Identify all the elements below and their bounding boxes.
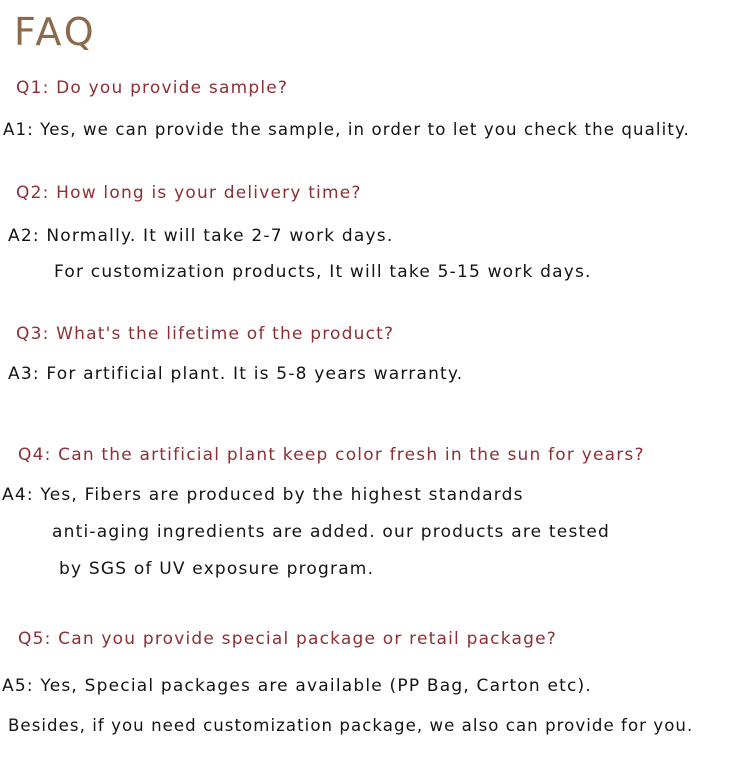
answer-3: A3: For artificial plant. It is 5-8 years warranty. [8, 364, 464, 384]
answer-4-line-1: A4: Yes, Fibers are produced by the highest standards [2, 485, 524, 505]
answer-4-line-2: anti-aging ingredients are added. our products are tested [52, 522, 611, 542]
question-1: Q1: Do you provide sample? [16, 78, 289, 98]
answer-5-line-2: Besides, if you need customization package, we also can provide for you. [8, 716, 694, 735]
answer-5-line-1: A5: Yes, Special packages are available (PP Bag, Carton etc). [2, 676, 592, 696]
answer-2-line-2: For customization products, It will take 5-15 work days. [54, 262, 592, 282]
answer-4-line-3: by SGS of UV exposure program. [59, 559, 375, 579]
question-5: Q5: Can you provide special package or retail package? [18, 629, 557, 649]
page-title: FAQ [14, 10, 97, 54]
question-3: Q3: What's the lifetime of the product? [16, 324, 395, 344]
question-4: Q4: Can the artificial plant keep color fresh in the sun for years? [18, 445, 645, 465]
answer-2-line-1: A2: Normally. It will take 2-7 work days. [8, 226, 394, 246]
question-2: Q2: How long is your delivery time? [16, 183, 362, 203]
answer-1: A1: Yes, we can provide the sample, in order to let you check the quality. [3, 120, 690, 139]
